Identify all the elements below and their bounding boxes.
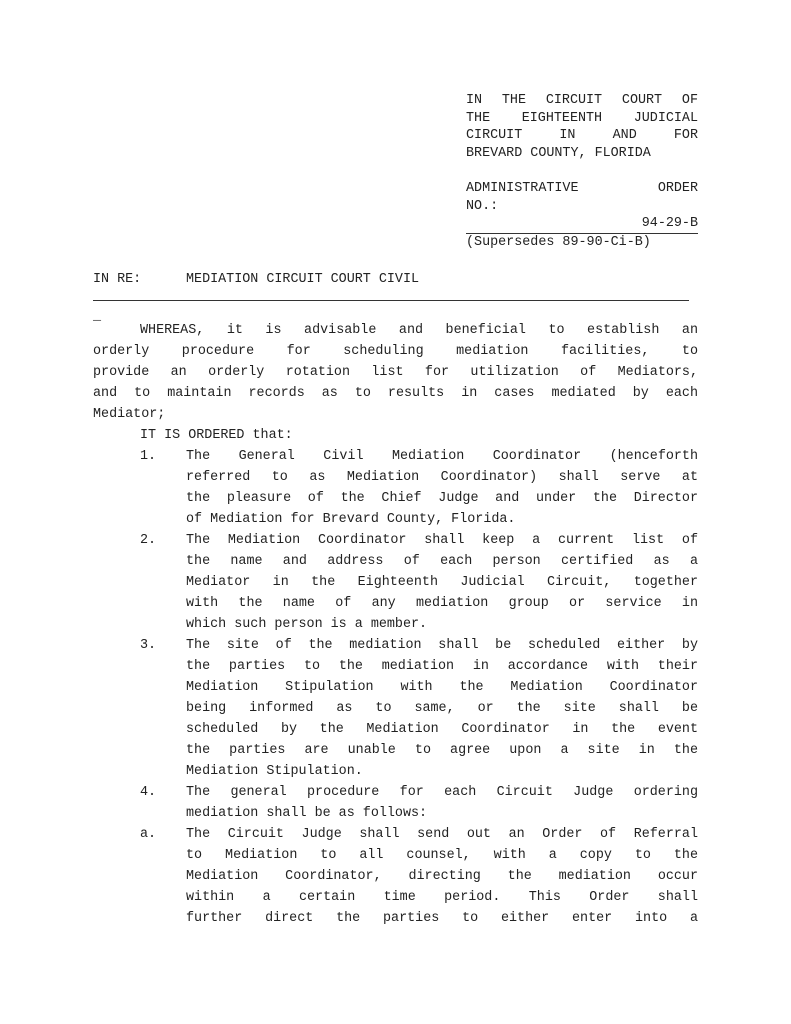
caption-line: THE EIGHTEENTH JUDICIAL — [466, 110, 698, 126]
item-line: Mediation Coordinator, directing the mediation occur — [186, 869, 698, 884]
divider-rule — [93, 300, 689, 301]
item-line: The general procedure for each Circuit Judge ordering — [186, 785, 698, 800]
item-line: the name and address of each person certified as a — [186, 554, 698, 569]
order-item — [93, 782, 698, 824]
admin-order-label: ADMINISTRATIVE ORDER — [466, 181, 698, 196]
item-number: 1. — [140, 449, 157, 464]
item-number: a. — [140, 827, 157, 842]
item-number: 4. — [140, 785, 157, 800]
caption-line: IN THE CIRCUIT COURT OF — [466, 93, 698, 108]
item-line: to Mediation to all counsel, with a copy to the — [186, 848, 698, 863]
whereas-line: and to maintain records as to results in cases mediated by each — [93, 386, 698, 401]
in-re-subject: MEDIATION CIRCUIT COURT CIVIL — [186, 272, 420, 287]
order-item — [93, 530, 698, 635]
whereas-line: orderly procedure for scheduling mediation facilities, to — [93, 344, 698, 359]
item-line: the parties to the mediation in accordance with their — [186, 659, 698, 674]
item-line: within a certain time period. This Order shall — [186, 890, 698, 905]
in-re-line — [93, 269, 419, 290]
item-line: the parties are unable to agree upon a site in the — [186, 743, 698, 758]
item-line: of Mediation for Brevard County, Florida. — [186, 512, 516, 527]
item-line: The Mediation Coordinator shall keep a current list of — [186, 533, 698, 548]
order-item — [93, 446, 698, 530]
item-line: The site of the mediation shall be scheduled either by — [186, 638, 698, 653]
item-line: The Circuit Judge shall send out an Order of Referral — [186, 827, 698, 842]
item-line: which such person is a member. — [186, 617, 428, 632]
caption-line: CIRCUIT IN AND FOR — [466, 128, 698, 143]
in-re-label: IN RE: — [93, 272, 142, 287]
whereas-line: WHEREAS, it is advisable and beneficial to establish an — [140, 323, 698, 338]
item-line: the pleasure of the Chief Judge and under the Director — [186, 491, 698, 506]
ordered-intro: IT IS ORDERED that: — [140, 428, 293, 443]
admin-order-number: 94-29-B — [466, 215, 698, 234]
item-line: being informed as to same, or the site shall be — [186, 701, 698, 716]
court-caption — [466, 92, 698, 162]
item-line: further direct the parties to either enter into a — [186, 911, 698, 926]
administrative-order-block — [466, 180, 698, 251]
caption-line: BREVARD COUNTY, FLORIDA — [466, 145, 651, 161]
item-line: scheduled by the Mediation Coordinator in the event — [186, 722, 698, 737]
item-number: 2. — [140, 533, 157, 548]
order-body — [93, 320, 698, 929]
item-line: The General Civil Mediation Coordinator (henceforth — [186, 449, 698, 464]
whereas-line: provide an orderly rotation list for utilization of Mediators, — [93, 365, 698, 380]
item-line: referred to as Mediation Coordinator) shall serve at — [186, 470, 698, 485]
item-line: Mediator in the Eighteenth Judicial Circuit, together — [186, 575, 698, 590]
admin-order-no-label: NO.: — [466, 198, 499, 214]
order-item — [93, 635, 698, 782]
item-line: Mediation Stipulation with the Mediation Coordinator — [186, 680, 698, 695]
whereas-line: Mediator; — [93, 407, 166, 422]
item-line: mediation shall be as follows: — [186, 806, 428, 821]
item-number: 3. — [140, 638, 157, 653]
divider-dash: _ — [93, 309, 102, 324]
order-item — [93, 824, 698, 929]
item-line: with the name of any mediation group or service in — [186, 596, 698, 611]
supersedes-note: (Supersedes 89-90-Ci-B) — [466, 234, 651, 250]
item-line: Mediation Stipulation. — [186, 764, 363, 779]
